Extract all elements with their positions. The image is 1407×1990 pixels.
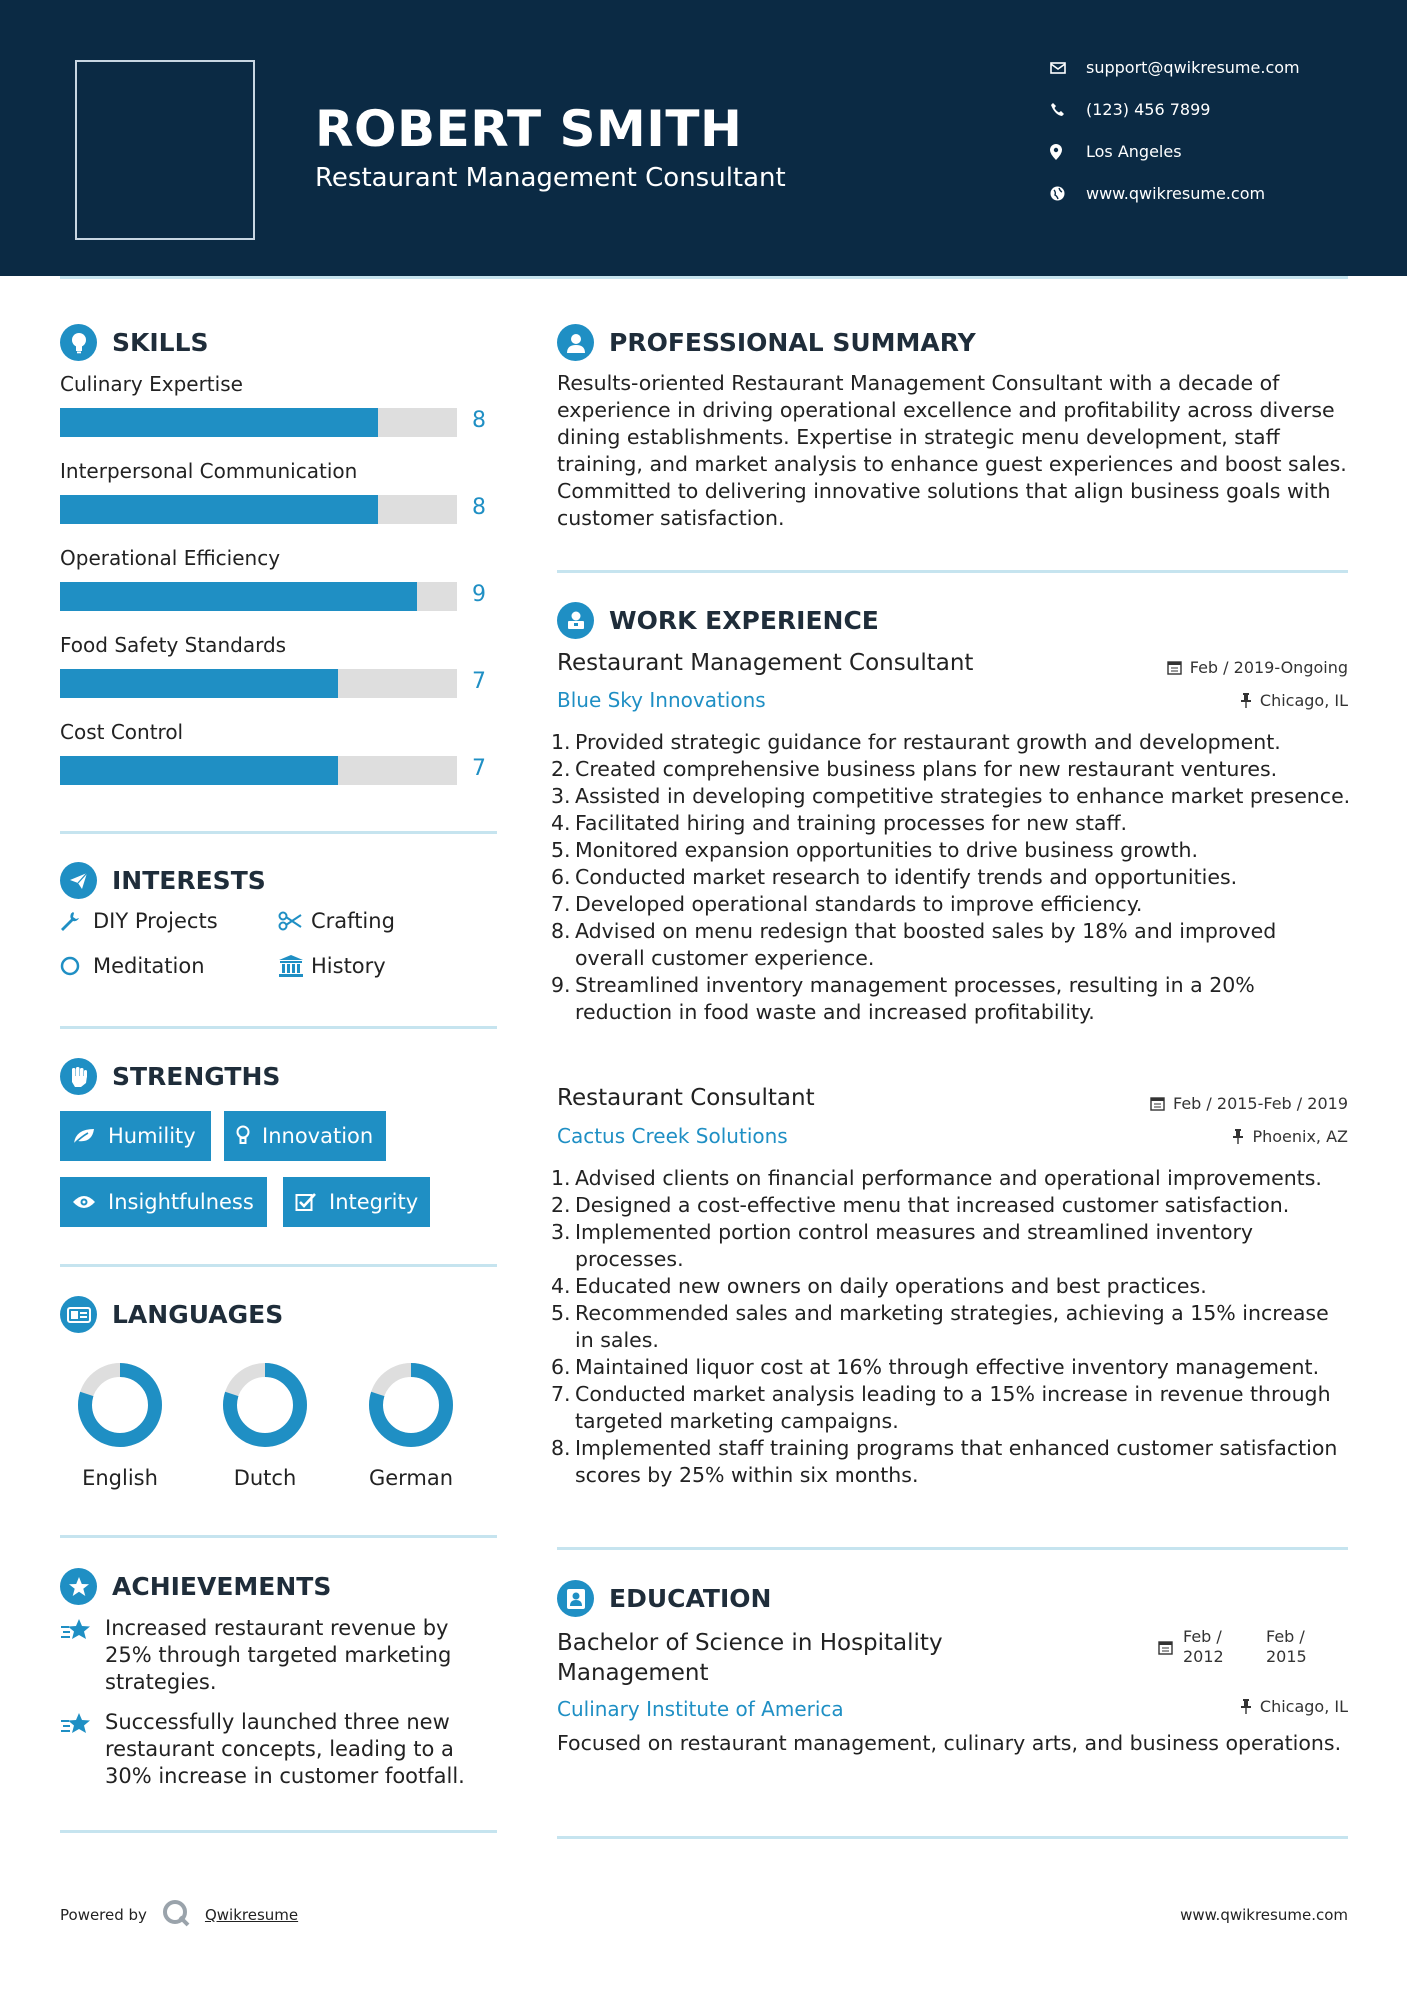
- strength-chip: [283, 1177, 430, 1227]
- strength-chip: [60, 1111, 211, 1161]
- job-dates-text: Feb / 2015-Feb / 2019: [1173, 1094, 1348, 1113]
- job-bullet: [551, 729, 1351, 756]
- contact-email-text: support@qwikresume.com: [1086, 58, 1300, 77]
- strength-chip: [224, 1111, 386, 1161]
- degree-line: Bachelor of Science in Hospitality: [557, 1630, 943, 1656]
- job-bullet: [551, 783, 1351, 810]
- scissors-icon: [278, 911, 311, 931]
- edu-end-year: 2015: [1266, 1647, 1307, 1666]
- languages-title: LANGUAGES: [112, 1300, 284, 1329]
- language-name: Dutch: [233, 1466, 297, 1490]
- job-bullet: [551, 1165, 1351, 1192]
- job-location: [1232, 1127, 1348, 1146]
- skill-label: Cost Control: [60, 720, 184, 744]
- bullet-text: Conducted market research to identify trends and opportunities.: [575, 865, 1238, 889]
- bullet-number: 1.: [551, 1166, 571, 1190]
- contact-email[interactable]: [1050, 58, 1390, 77]
- bullet-number: 4.: [551, 811, 571, 835]
- job-bullet: [551, 1273, 1351, 1300]
- job-bullet: [551, 1381, 1351, 1435]
- skills-title: SKILLS: [112, 328, 209, 357]
- work-title: WORK EXPERIENCE: [609, 606, 879, 635]
- interest-item: [278, 909, 395, 933]
- bullet-number: 5.: [551, 838, 571, 862]
- job-dates: [1150, 1094, 1348, 1113]
- skill-value: 7: [472, 669, 486, 694]
- bullet-number: 9.: [551, 973, 571, 997]
- header-divider: [60, 276, 1348, 279]
- education-location-text: Chicago, IL: [1259, 1697, 1348, 1716]
- skill-value: 9: [472, 582, 486, 607]
- pushpin-icon: [1232, 1129, 1244, 1144]
- skill-bar-fill: [60, 408, 378, 437]
- section-divider: [60, 1535, 497, 1538]
- star-icon: [60, 1615, 105, 1696]
- strength-chip: [60, 1177, 267, 1227]
- strengths-title: STRENGTHS: [112, 1062, 281, 1091]
- language-name: German: [368, 1466, 454, 1490]
- bullet-text: Designed a cost-effective menu that increased customer satisfaction.: [575, 1193, 1290, 1217]
- bullet-text: Advised clients on financial performance and operational improvements.: [575, 1166, 1322, 1190]
- pushpin-icon: [1240, 1699, 1252, 1714]
- bullet-text: Created comprehensive business plans for new restaurant ventures.: [575, 757, 1278, 781]
- contact-website-text: www.qwikresume.com: [1086, 184, 1266, 203]
- achievements-title: ACHIEVEMENTS: [112, 1572, 332, 1601]
- envelope-icon: [1050, 61, 1086, 75]
- contact-phone-text: (123) 456 7899: [1086, 100, 1211, 119]
- job-bullet: [551, 1300, 1351, 1354]
- bullet-text: Advised on menu redesign that boosted sales by 18% and improved overall customer experience.: [575, 919, 1277, 970]
- skill-bar-track: [60, 669, 457, 698]
- job-bullet-list: [551, 1165, 1351, 1489]
- bullet-number: 2.: [551, 757, 571, 781]
- job-location-text: Chicago, IL: [1259, 691, 1348, 710]
- section-divider: [60, 1830, 497, 1833]
- bullet-number: 3.: [551, 784, 571, 808]
- interest-label: DIY Projects: [93, 909, 218, 933]
- work-heading: [557, 602, 879, 639]
- skill-bar-fill: [60, 669, 338, 698]
- skill-bar-fill: [60, 756, 338, 785]
- bullet-number: 5.: [551, 1301, 571, 1325]
- map-pin-icon: [1050, 144, 1086, 160]
- section-divider: [557, 570, 1348, 573]
- skill-value: 8: [472, 408, 486, 433]
- interest-label: History: [311, 954, 386, 978]
- lightbulb-icon: [236, 1125, 250, 1147]
- bullet-text: Facilitated hiring and training processes for new staff.: [575, 811, 1128, 835]
- bullet-number: 1.: [551, 730, 571, 754]
- degree-line: Management: [557, 1660, 709, 1686]
- bullet-number: 6.: [551, 1355, 571, 1379]
- strength-label: Integrity: [329, 1190, 419, 1214]
- bullet-text: Conducted market analysis leading to a 15% increase in revenue through targeted marketing campaigns.: [575, 1382, 1331, 1433]
- museum-icon: [278, 955, 311, 977]
- qwikresume-logo-icon: [161, 1898, 191, 1932]
- briefcase-icon: [557, 602, 594, 639]
- bullet-number: 8.: [551, 1436, 571, 1460]
- job-location: [1240, 691, 1348, 710]
- skill-label: Food Safety Standards: [60, 633, 287, 657]
- achievements-heading: [60, 1568, 331, 1605]
- language-name: English: [82, 1466, 158, 1490]
- job-bullet: [551, 1219, 1351, 1273]
- candidate-role: Restaurant Management Consultant: [315, 163, 786, 193]
- edu-end-month: Feb /: [1266, 1627, 1305, 1646]
- graduate-icon: [557, 1580, 594, 1617]
- lightbulb-icon: [60, 324, 97, 361]
- bullet-text: Maintained liquor cost at 16% through effective inventory management.: [575, 1355, 1320, 1379]
- interests-title: INTERESTS: [112, 866, 266, 895]
- achievement-item: [60, 1615, 500, 1696]
- bullet-text: Developed operational standards to improve efficiency.: [575, 892, 1143, 916]
- edu-start-month: Feb /: [1183, 1627, 1222, 1646]
- job-bullet: [551, 972, 1351, 1026]
- summary-text: Results-oriented Restaurant Management Consultant with a decade of experience in driving operational excellence and profitability across diverse dining establishments. Expertise in strategic menu development, staff training, and market analysis to enhance guest experiences and boost sales. Committed to delivering innovative solutions that align business goals with customer satisfaction.: [557, 371, 1347, 530]
- skill-bar-fill: [60, 582, 417, 611]
- checkbox-icon: [295, 1192, 317, 1212]
- profile-photo-placeholder: [75, 60, 255, 240]
- strength-label: Innovation: [262, 1124, 374, 1148]
- education-location: [1240, 1697, 1348, 1716]
- skill-bar-track: [60, 582, 457, 611]
- bullet-number: 3.: [551, 1220, 571, 1244]
- section-divider: [557, 1547, 1348, 1550]
- section-divider: [60, 831, 497, 834]
- languages-chart: [0, 1350, 520, 1460]
- contact-website[interactable]: [1050, 184, 1390, 203]
- summary-heading: [557, 324, 976, 361]
- languages-heading: [60, 1296, 283, 1333]
- star-icon: [60, 1568, 97, 1605]
- contact-location: [1050, 142, 1390, 161]
- bullet-text: Implemented staff training programs that enhanced customer satisfaction scores by 25% within six months.: [575, 1436, 1338, 1487]
- job-dates: [1167, 658, 1348, 677]
- degree-title: [557, 1628, 943, 1688]
- skill-label: Culinary Expertise: [60, 372, 243, 396]
- job-bullet: [551, 1435, 1351, 1489]
- brand-link[interactable]: Qwikresume: [204, 1906, 299, 1924]
- phone-icon: [1050, 102, 1086, 117]
- bullet-number: 7.: [551, 1382, 571, 1406]
- calendar-icon: [1158, 1640, 1173, 1660]
- circle-icon: [60, 956, 93, 976]
- achievement-text: Increased restaurant revenue by 25% through targeted marketing strategies.: [105, 1616, 452, 1694]
- candidate-name: ROBERT SMITH: [315, 100, 743, 158]
- job-location-text: Phoenix, AZ: [1252, 1127, 1348, 1146]
- language-card-icon: [60, 1296, 97, 1333]
- user-icon: [557, 324, 594, 361]
- job-bullet: [551, 918, 1351, 972]
- job-bullet: [551, 1192, 1351, 1219]
- skill-bar-track: [60, 756, 457, 785]
- fist-icon: [60, 1058, 97, 1095]
- bullet-number: 4.: [551, 1274, 571, 1298]
- company-name[interactable]: Blue Sky Innovations: [557, 688, 766, 712]
- footer-site[interactable]: www.qwikresume.com: [1180, 1906, 1348, 1924]
- skill-bar-track: [60, 408, 457, 437]
- summary-title: PROFESSIONAL SUMMARY: [609, 328, 976, 357]
- pushpin-icon: [1240, 693, 1252, 708]
- eye-icon: [72, 1194, 96, 1210]
- company-name[interactable]: Cactus Creek Solutions: [557, 1124, 788, 1148]
- calendar-icon: [1167, 660, 1182, 675]
- skill-label: Operational Efficiency: [60, 546, 281, 570]
- leaf-icon: [72, 1127, 96, 1145]
- interest-item: [60, 954, 205, 978]
- interest-label: Meditation: [93, 954, 205, 978]
- interests-heading: [60, 862, 266, 899]
- bullet-text: Provided strategic guidance for restaurant growth and development.: [575, 730, 1281, 754]
- powered-by-text: Powered by: [60, 1906, 147, 1924]
- bullet-text: Assisted in developing competitive strategies to enhance market presence.: [575, 784, 1351, 808]
- globe-icon: [1050, 186, 1086, 201]
- strength-label: Insightfulness: [108, 1190, 254, 1214]
- school-name[interactable]: Culinary Institute of America: [557, 1697, 844, 1721]
- contact-phone[interactable]: [1050, 100, 1390, 119]
- wrench-icon: [60, 911, 93, 931]
- skill-bar-track: [60, 495, 457, 524]
- contact-location-text: Los Angeles: [1086, 142, 1182, 161]
- bullet-text: Recommended sales and marketing strategies, achieving a 15% increase in sales.: [575, 1301, 1329, 1352]
- resume-header: [0, 0, 1407, 276]
- skill-value: 7: [472, 756, 486, 781]
- skills-heading: [60, 324, 209, 361]
- strength-label: Humility: [108, 1124, 196, 1148]
- bullet-number: 7.: [551, 892, 571, 916]
- job-bullet: [551, 864, 1351, 891]
- footer-powered-by: [60, 1898, 298, 1932]
- bullet-number: 6.: [551, 865, 571, 889]
- job-title: Restaurant Management Consultant: [557, 650, 974, 676]
- calendar-icon: [1150, 1096, 1165, 1111]
- interest-item: [60, 909, 218, 933]
- education-title: EDUCATION: [609, 1584, 772, 1613]
- section-divider: [60, 1264, 497, 1267]
- job-bullet-list: [551, 729, 1351, 1026]
- job-bullet: [551, 891, 1351, 918]
- skill-label: Interpersonal Communication: [60, 459, 358, 483]
- bullet-number: 2.: [551, 1193, 571, 1217]
- job-dates-text: Feb / 2019-Ongoing: [1189, 658, 1348, 677]
- edu-start-year: 2012: [1183, 1647, 1224, 1666]
- bullet-text: Educated new owners on daily operations and best practices.: [575, 1274, 1207, 1298]
- strengths-heading: [60, 1058, 280, 1095]
- skill-bar-fill: [60, 495, 378, 524]
- education-heading: [557, 1580, 771, 1617]
- job-bullet: [551, 810, 1351, 837]
- job-bullet: [551, 756, 1351, 783]
- skill-value: 8: [472, 495, 486, 520]
- job-title: Restaurant Consultant: [557, 1085, 815, 1111]
- job-bullet: [551, 1354, 1351, 1381]
- bullet-number: 8.: [551, 919, 571, 943]
- interest-label: Crafting: [311, 909, 395, 933]
- interest-item: [278, 954, 386, 978]
- job-bullet: [551, 837, 1351, 864]
- section-divider: [557, 1836, 1348, 1839]
- bullet-text: Streamlined inventory management processes, resulting in a 20% reduction in food waste and increased profitability.: [575, 973, 1255, 1024]
- achievement-text: Successfully launched three new restaurant concepts, leading to a 30% increase in customer footfall.: [105, 1710, 465, 1788]
- education-description: Focused on restaurant management, culinary arts, and business operations.: [557, 1731, 1342, 1755]
- achievement-item: [60, 1709, 500, 1790]
- bullet-text: Implemented portion control measures and streamlined inventory processes.: [575, 1220, 1254, 1271]
- bullet-text: Monitored expansion opportunities to drive business growth.: [575, 838, 1198, 862]
- section-divider: [60, 1026, 497, 1029]
- star-icon: [60, 1709, 105, 1790]
- paper-plane-icon: [60, 862, 97, 899]
